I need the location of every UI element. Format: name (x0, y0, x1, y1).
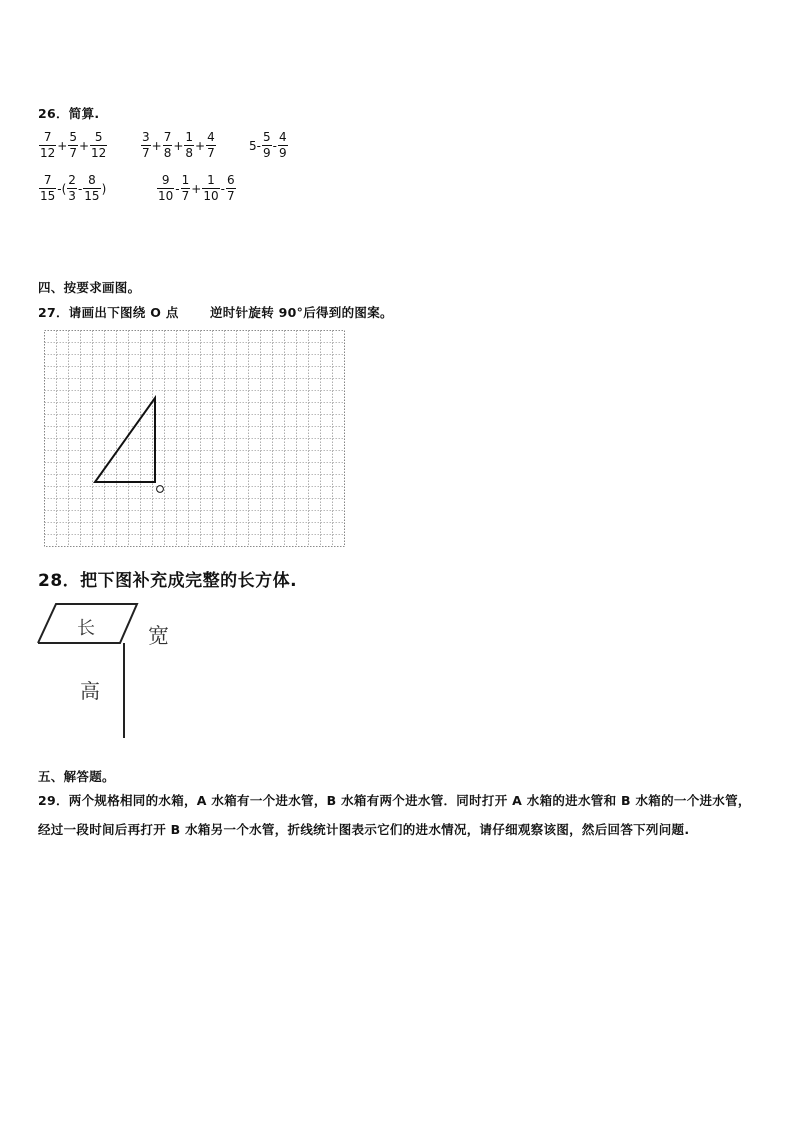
fraction (278, 131, 288, 160)
denominator: 7 (207, 146, 215, 160)
grid-lines (45, 331, 345, 547)
numerator: 4 (278, 130, 287, 144)
operator: - (220, 181, 225, 196)
numerator: 1 (207, 173, 215, 187)
label-width: 宽 (148, 624, 169, 648)
denominator: 12 (40, 146, 56, 160)
numerator: 5 (69, 130, 77, 144)
fraction (157, 174, 174, 203)
operator: -( (57, 181, 67, 196)
q26-expr-5 (156, 174, 237, 203)
numerator: 7 (43, 130, 52, 144)
fraction (68, 131, 78, 160)
q26-heading: 26．简算. (38, 106, 100, 121)
fraction (181, 174, 191, 203)
operator: - (77, 181, 83, 196)
denominator: 15 (84, 189, 100, 203)
fraction (202, 174, 219, 203)
denominator: 8 (163, 146, 172, 160)
fraction (206, 131, 216, 160)
fraction (141, 131, 151, 160)
operator: + (57, 138, 68, 153)
fraction (184, 131, 194, 160)
q26-expr-1 (38, 131, 108, 160)
label-length: 长 (77, 618, 95, 639)
section4-heading: 四、按要求画图。 (38, 280, 141, 295)
operator: 5- (249, 138, 261, 153)
operator: + (191, 181, 202, 196)
denominator: 7 (181, 189, 190, 203)
operator: ) (101, 181, 107, 196)
label-height: 高 (80, 679, 100, 703)
operator: - (272, 138, 277, 153)
section5-heading: 五、解答题。 (38, 769, 115, 784)
operator: + (195, 138, 206, 153)
fraction (39, 174, 56, 203)
fraction (39, 131, 56, 160)
numerator: 5 (262, 130, 271, 144)
fraction (262, 131, 272, 160)
numerator: 9 (161, 173, 170, 187)
denominator: 15 (40, 189, 56, 203)
q27-grid-figure (44, 330, 346, 548)
rotation-center-point (157, 486, 164, 493)
fraction (163, 131, 173, 160)
q26-expr-4 (38, 174, 106, 203)
denominator: 10 (158, 189, 174, 203)
numerator: 2 (68, 173, 76, 187)
denominator: 3 (68, 189, 76, 203)
numerator: 3 (142, 130, 150, 144)
denominator: 10 (203, 189, 219, 203)
operator: - (175, 181, 180, 196)
fraction (83, 174, 100, 203)
numerator: 5 (94, 130, 103, 144)
q29-text: 29．两个规格相同的水箱，A 水箱有一个进水管，B 水箱有两个进水管．同时打开 A 水箱的进水管和 B 水箱的一个进水管，经过一段时间后再打开 B 水箱另一个水管，折线统计图表示它们的进水情况，请仔细观察该图，然后回答下列问题. (38, 793, 751, 837)
numerator: 7 (43, 173, 52, 187)
q28-question: 28．把下图补充成完整的长方体. (38, 571, 298, 591)
denominator: 7 (226, 189, 235, 203)
q26-expr-3 (249, 131, 289, 160)
denominator: 9 (278, 146, 287, 160)
operator: + (173, 138, 184, 153)
denominator: 9 (262, 146, 271, 160)
fraction (67, 174, 77, 203)
numerator: 1 (181, 173, 190, 187)
numerator: 6 (226, 173, 235, 187)
q27-question-end: 逆时针旋转 90°后得到的图案。 (210, 305, 393, 320)
q27-question-start: 27．请画出下图绕 O 点 (38, 305, 179, 320)
q28-cuboid-figure (36, 596, 216, 746)
q26-expr-2 (140, 131, 217, 160)
numerator: 4 (207, 130, 215, 144)
triangle-shape (95, 398, 155, 482)
denominator: 7 (142, 146, 150, 160)
denominator: 7 (69, 146, 77, 160)
numerator: 7 (163, 130, 172, 144)
denominator: 12 (91, 146, 107, 160)
fraction (90, 131, 107, 160)
fraction (226, 174, 236, 203)
operator: + (151, 138, 162, 153)
operator: + (78, 138, 90, 153)
denominator: 8 (185, 146, 194, 160)
numerator: 1 (185, 130, 194, 144)
numerator: 8 (88, 173, 96, 187)
